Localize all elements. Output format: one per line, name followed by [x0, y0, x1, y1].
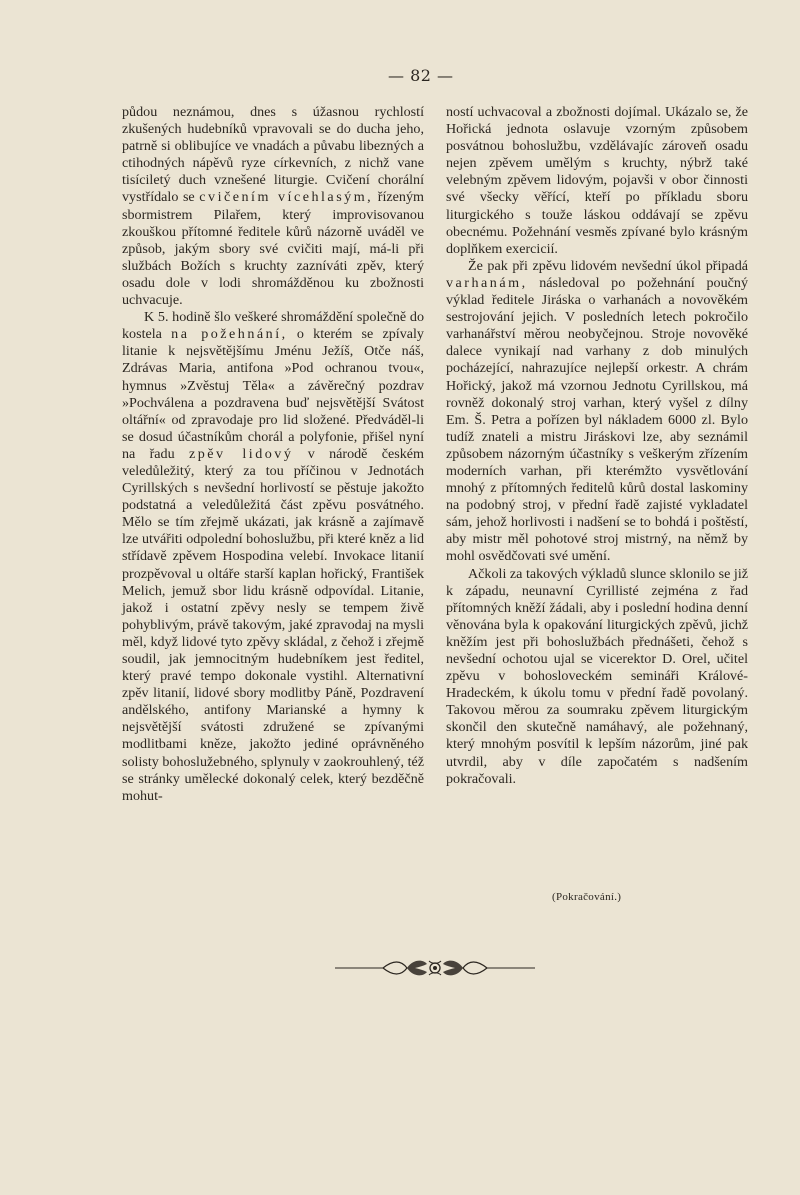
paragraph-2-mid: o kterém se zpívaly litanie k nejsvětějšímu Jménu Ježíš, Otče náš, Zdrávas Maria, antifona »Pod ochranou tvou«, hymnus »Zvěstuj Těla« a závěrečný pozdrav »Pochválena a pozdravena buď nejsvětější Svátost oltářní« od zpravodaje pro lid složené. Předváděl-li se dosud účastníkům chorál a polyfonie, přišel nyní na řadu: [122, 326, 424, 462]
paragraph-2-end: v národě českém veledůležitý, který za tou příčinou v Jednotách Cyrillských s nevšední horlivostí se pěstuje jakožto podstatná a veledůležitá část zpěvu posvátného. Mělo se tím zřejmě ukázati, jak krásně a zajímavě lze utvářiti odpolední bohoslužbu, při které kněz a lid střídavě zpěvem Hospodina velebí. Invokace litanií prozpěvoval u oltáře starší kaplan hořický, František Melich, jemuž sbor lidu krásně odpovídal. Litanie, jakož i ostatní zpěvy nesly se tempem živě pohyblivým, právě takovým, jaké zpravodaj na mysli měl, když lidové tyto zpěvy skládal, z čehož i zřejmě soudil, jak jemnocitným hudebníkem jest ředitel, který pravé tempo dokonale vystihl. Alternativní zpěv litanií, lidové sbory modlitby Páně, Pozdravení andělského, antifony Marianské a hymny k nejsvětější svátosti združené se zpívanými modlitbami kněze, jakožto jediné oprávněného solisty bohoslužebného, splynuly v zaokrouhlený, též se stránky umělecké dokonalý celek, který bezděčně mohut-: [122, 445, 424, 804]
paragraph-2: [122, 309, 424, 805]
emphasis-zpev-lidovy: zpěv lidový: [188, 445, 294, 462]
paragraph-4-end: následoval po požehnání poučný výklad ředitele Jiráska o varhanách a novověkém sestrojování jejich. V posledních letech pokročilo varhanářství měrou neobyčejnou. Stroje novověké dalece vynikají nad varhany z dob minulých pocházející, nahrazujíce nejlepší orkestr. A chrám Hořický, jakož má vzornou Jednotu Cyrillskou, má rovněž dokonalý stroj varhan, který vyšel z dílny Em. Š. Petra a pořízen byl nákladem 6000 zl. Bylo tudíž znateli a mistru Jiráskovi lze, aby seznámil způsobem názorným účastníky s veškerým zřízením moderních varhan, při kterémžto vysvětlování mnohý z přítomných ředitelů kůrů dostal laskominy na podobný stroj, v přední řadě zajisté vykladatel sám, jehož horlivosti i nadšení se to bohdá i poštěstí, aby mistr měl pohotové stroj mistrný, na němž by mohl osvědčovati své umění.: [446, 274, 748, 565]
emphasis-varhanam: varhanám,: [446, 274, 528, 291]
paragraph-4-text: Že pak při zpěvu lidovém nevšední úkol připadá: [468, 257, 748, 274]
right-column: [446, 104, 748, 788]
left-column: [122, 104, 424, 805]
continuation-note: (Pokračování.): [552, 891, 622, 903]
emphasis-pozehnani: na požehnání,: [171, 326, 288, 343]
paragraph-3: ností uchvacoval a zbožnosti dojímal. Ukázalo se, že Hořická jednota oslavuje vzorným způsobem posvátnou bohoslužbu, vzdělávajíc zároveň osadu nejen zpěvem umělým s kruchty, nýbrž také velebným zpěvem lidovým, pojavši v obor činnosti své všecky věřící, kteří po příkladu sboru liturgického s touže láskou oddávají se zpěvu obecnému. Požehnání vesměs zpívané bylo krásným doplňkem exercicií.: [446, 104, 748, 257]
paragraph-5: Ačkoli za takových výkladů slunce sklonilo se již k západu, neunavní Cyrillisté zejména z řad přítomných kněží žádali, aby i poslední hodina denní věnována byla k opakování liturgických zpěvů, jichž kněžím jest při bohoslužbách přednášeti, čehož s nevšední ochotou ujal se vicerektor D. Orel, učitel zpěvu v bohosloveckém semináři Králové-Hradeckém, k úkolu tomu v přední řadě povolaný. Takovou měrou za soumraku zpěvem liturgickým skončil den skutečně namáhavý, ale požehnaný, který mnohým posvítil k lepším názorům, jiné pak utvrdil, aby v díle započatém s nadšením pokračovali.: [446, 565, 748, 787]
paragraph-1: [122, 104, 424, 309]
paragraph-2-text: K 5. hodině šlo veškeré shromáždění společně do kostela: [122, 309, 424, 343]
paragraph-1-text: půdou neznámou, dnes s úžasnou rychlostí zkušených hudebníků vpravovali se do ducha jeho, patrně si oblibujíce ve vnadách a půvabu libezných a ctihodných nápěvů ryze církevních, z nichž vane tisíciletý duch vznešené liturgie. Cvičení chorální vystřídalo se: [122, 104, 424, 206]
emphasis-cviceni: cvičením vícehlasým,: [199, 189, 374, 206]
floral-divider-icon: [335, 955, 535, 981]
page-number: — 82 —: [388, 66, 454, 85]
paragraph-1-end: řízeným sbormistrem Pilařem, který improvisovanou zkouškou přítomné ředitele kůrů názorně uváděl ve způsob, jakým sbory své cvičiti mají, má-li při službách Božích s kruchty zazníváti zpěv, který osadu dole v lodi shromážděnou ku zbožnosti uchvacuje.: [122, 189, 424, 309]
paragraph-4: [446, 258, 748, 566]
